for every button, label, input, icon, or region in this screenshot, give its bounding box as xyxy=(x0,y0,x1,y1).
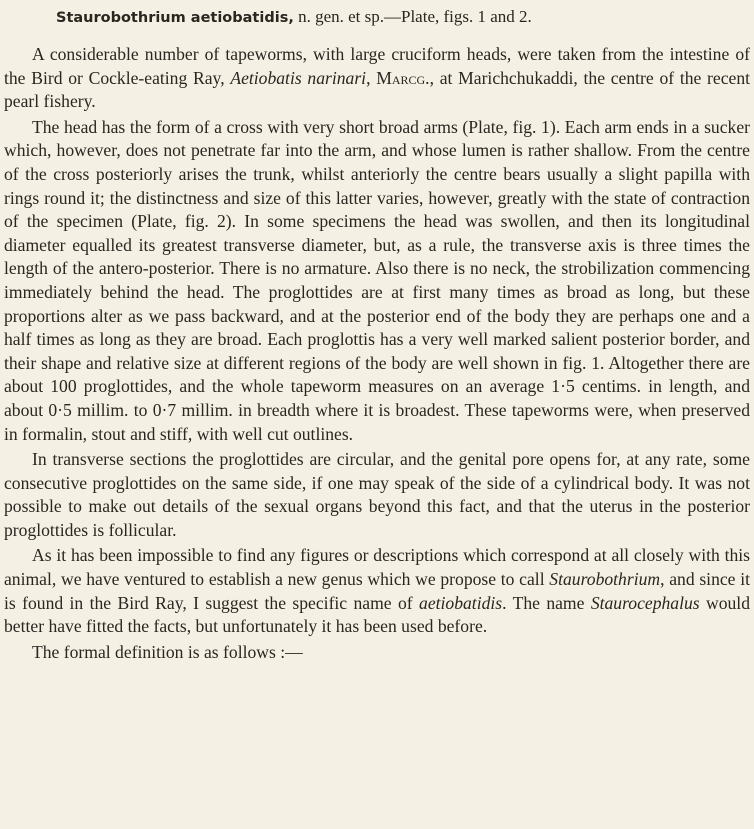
specific-epithet: aetiobatidis xyxy=(419,592,503,613)
paragraph-transverse-sections: In transverse sections the proglottides are circular, and the genital pore opens for, at any rate, some consecutive proglottides on the same side, if one may speak of the side of a cylindrical body. It was not possible to make out details of the sexual organs beyond this fact, and that the uterus in the posterior proglottides is follicular. xyxy=(4,449,750,540)
alternative-genus-name: Staurocephalus xyxy=(590,592,700,613)
paragraph-text: , and since it is found in the Bird Ray, I suggest the specific name of xyxy=(4,569,750,613)
paragraph-text: A considerable number of tapeworms, with large cruciform heads, were taken from the intestine of the Bird or Cockle-eating Ray, xyxy=(4,44,750,88)
paragraph-text: , xyxy=(366,67,377,88)
section-heading xyxy=(56,6,750,29)
species-authority: Marcg. xyxy=(376,67,430,88)
paragraph-text: As it has been impossible to find any figures or descriptions which correspond at all closely with this animal, we have ventured to establish a new genus which we propose to call xyxy=(4,545,750,590)
paragraph-text: , at Marichchukaddi, the centre of the recent pearl fishery. xyxy=(4,67,751,112)
paragraph-text: . The name xyxy=(502,592,591,613)
genus-name: Staurobothrium xyxy=(549,569,661,590)
paragraph-genus-naming xyxy=(4,544,750,638)
heading-taxon-name: Staurobothrium aetiobatidis, xyxy=(56,10,294,26)
paragraph-text: would better have fitted the facts, but unfortunately it has been used before. xyxy=(4,592,750,637)
species-name: Aetiobatis narinari xyxy=(230,67,367,88)
paragraph-collection-locality xyxy=(4,43,750,114)
heading-designation: n. gen. et sp.—Plate, figs. 1 and 2. xyxy=(293,7,532,26)
paragraph-formal-definition-intro: The formal definition is as follows :— xyxy=(32,641,303,662)
paragraph-head-description: The head has the form of a cross with very short broad arms (Plate, fig. 1). Each arm ends in a sucker which, however, does not penetrate far into the arm, and whose lumen is rather shallow. From the centre of the cross posteriorly arises the trunk, whilst anteriorly the centre bears usually a slight papilla with rings round it; the distinctness and size of this latter varies, however, greatly with the state of contraction of the specimen (Plate, fig. 2). In some specimens the head was swollen, and then its longitudinal diameter equalled its greatest transverse diameter, but, as a rule, the transverse axis is three times the length of the antero-posterior. There is no armature. Also there is no neck, the strobilization commencing immediately behind the head. The proglottides are at first many times as broad as long, but these proportions alter as we pass backward, and at the posterior end of the body they are perhaps one and a half times as long as they are broad. Each proglottis has a very well marked salient posterior border, and their shape and relative size at different regions of the body are well shown in fig. 1. Altogether there are about 100 proglottides, and the whole tapeworm measures on an average 1·5 centims. in length, and about 0·5 millim. to 0·7 millim. in breadth where it is broadest. These tapeworms were, when preserved in formalin, stout and stiff, with well cut outlines. xyxy=(4,116,750,444)
